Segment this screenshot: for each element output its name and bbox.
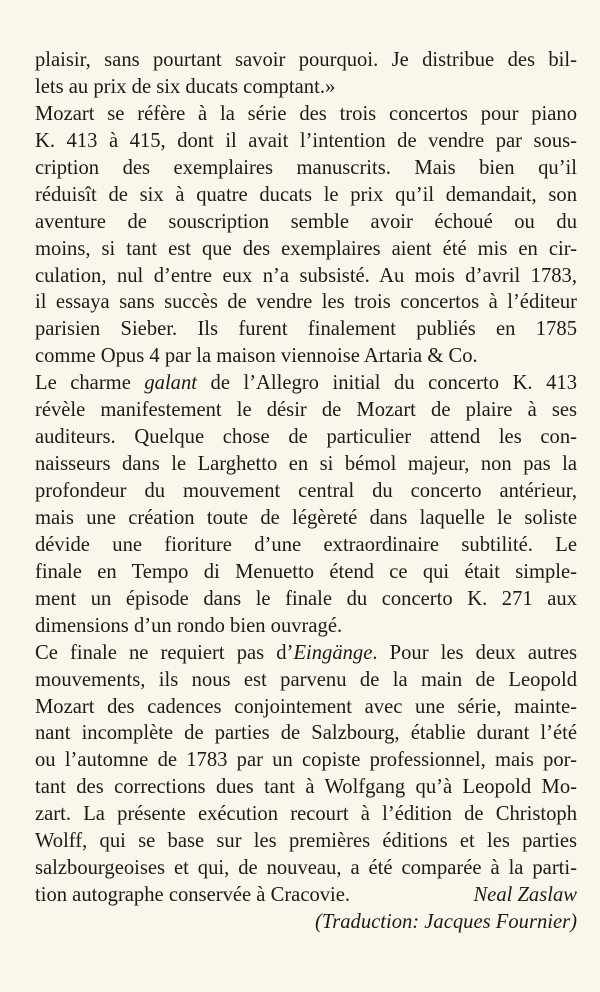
text-line: ment un épisode dans le finale du concerto K. 271 aux	[35, 587, 577, 610]
text-line: moins, si tant est que des exemplaires aient été mis en cir-	[35, 237, 577, 260]
translator-text: (Traduction: Jacques Fournier)	[315, 911, 577, 933]
text-line: tant des corrections dues tant à Wolfgang qu’à Leopold Mo-	[35, 776, 577, 799]
italic-term: Eingänge	[293, 641, 373, 664]
text-line: ou l’automne de 1783 par un copiste professionnel, mais por-	[35, 749, 577, 772]
text-line: nant incomplète de parties de Salzbourg, établie durant l’été	[35, 722, 577, 745]
text-line: naisseurs dans le Larghetto en si bémol majeur, non pas la	[35, 453, 577, 476]
text-line: K. 413 à 415, dont il avait l’intention de vendre par sous-	[35, 129, 577, 152]
text-line: parisien Sieber. Ils furent finalement publiés en 1785	[35, 318, 577, 341]
text-line: plaisir, sans pourtant savoir pourquoi. Je distribue des bil-	[35, 49, 577, 71]
text-line: dimensions d’un rondo bien ouvragé.	[35, 614, 343, 637]
translator-credit	[35, 909, 577, 936]
text-segment: . Pour les deux autres	[372, 641, 577, 664]
text-line: zart. La présente exécution recourt à l’édition de Christoph	[35, 803, 577, 826]
text-line: aventure de souscription semble avoir échoué ou du	[35, 210, 577, 233]
text-line: culation, nul d’entre eux n’a subsisté. Au mois d’avril 1783,	[35, 264, 577, 287]
body-text	[35, 47, 577, 936]
text-line: Wolff, qui se base sur les premières éditions et les parties	[35, 830, 577, 853]
text-line: Mozart se réfère à la série des trois concertos pour piano	[35, 102, 577, 125]
text-line: tion autographe conservée à Cracovie.	[35, 884, 351, 907]
text-line: dévide une fioriture d’une extraordinaire subtilité. Le	[35, 533, 577, 556]
text-line: il essaya sans succès de vendre les trois concertos à l’éditeur	[35, 291, 577, 314]
text-line: cription des exemplaires manuscrits. Mais bien qu’il	[35, 156, 577, 179]
text-segment: Le charme	[35, 372, 145, 395]
text-line: comme Opus 4 par la maison viennoise Artaria & Co.	[35, 345, 478, 368]
italic-term: galant	[144, 372, 197, 395]
text-line: profondeur du mouvement central du concerto antérieur,	[35, 480, 577, 502]
text-line: mais une création toute de légèreté dans laquelle le soliste	[35, 506, 577, 529]
text-line: finale en Tempo di Menuetto étend ce qui était simple-	[35, 560, 577, 583]
text-line: salzbourgeoises et qui, de nouveau, a été comparée à la parti-	[35, 857, 577, 880]
text-line	[35, 640, 577, 667]
final-line	[35, 882, 577, 909]
text-line	[35, 370, 577, 397]
text-segment: Ce finale ne requiert pas d’	[35, 641, 294, 664]
text-line: révèle manifestement le désir de Mozart de plaire à ses	[35, 399, 577, 422]
text-line: Mozart des cadences conjointement avec une série, mainte-	[35, 695, 577, 718]
text-line: mouvements, ils nous est parvenu de la main de Leopold	[35, 668, 577, 691]
text-line: auditeurs. Quelque chose de particulier attend les con-	[35, 426, 577, 449]
text-line: lets au prix de six ducats comptant.»	[35, 75, 336, 98]
text-line: réduisît de six à quatre ducats le prix qu’il demandait, son	[35, 183, 577, 206]
author-signature: Neal Zaslaw	[473, 884, 577, 907]
text-segment: de l’Allegro initial du concerto K. 413	[197, 372, 577, 395]
